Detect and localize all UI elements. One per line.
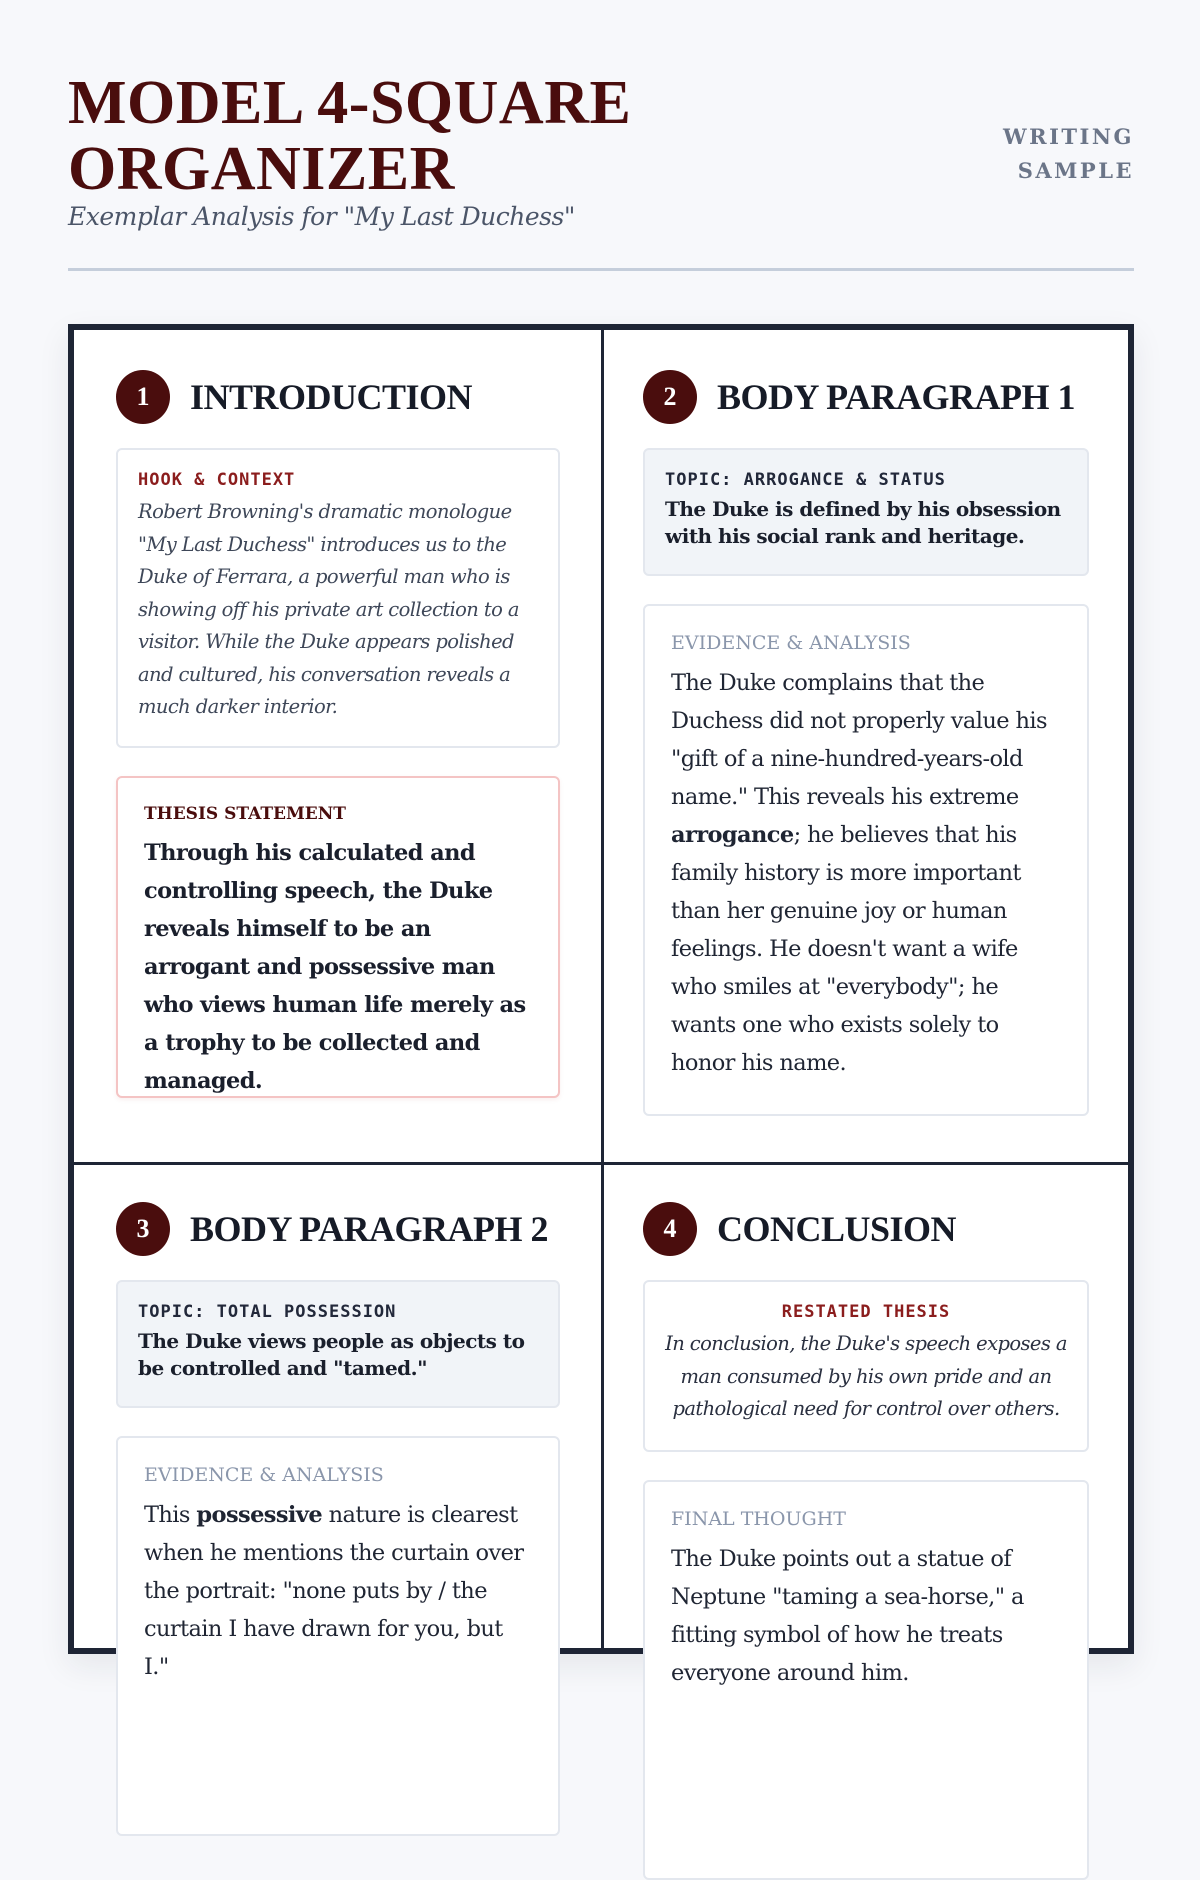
topic-text: The Duke views people as objects to be controlled and "tamed." — [138, 1329, 525, 1380]
title-line-2: ORGANIZER — [68, 135, 455, 203]
quadrant-heading — [116, 1202, 560, 1256]
thesis-card — [116, 776, 560, 1098]
quadrant-title: BODY PARAGRAPH 2 — [190, 1209, 548, 1249]
topic-label: TOPIC: TOTAL POSSESSION — [138, 1302, 397, 1322]
quadrant-heading — [116, 370, 560, 424]
evidence-text — [671, 664, 1061, 1082]
quadrant-title: BODY PARAGRAPH 1 — [717, 377, 1075, 417]
step-number-badge: 3 — [116, 1202, 170, 1256]
restated-thesis-label: RESTATED THESIS — [781, 1302, 951, 1322]
quadrant-heading — [643, 370, 1089, 424]
thesis-label: THESIS STATEMENT — [144, 804, 346, 824]
evidence-card — [643, 604, 1089, 1116]
evidence-text — [144, 1496, 532, 1686]
final-thought-text: The Duke points out a statue of Neptune "taming a sea-horse," a fitting symbol of how he treats everyone around him. — [671, 1546, 1024, 1686]
page-header — [68, 70, 1134, 270]
page-title — [68, 70, 688, 202]
evidence-text-before: This — [144, 1502, 197, 1528]
tag-line-1: WRITING — [1003, 124, 1134, 149]
step-number-badge: 1 — [116, 370, 170, 424]
final-thought-label: FINAL THOUGHT — [671, 1508, 846, 1530]
quadrant-title: INTRODUCTION — [190, 377, 473, 417]
evidence-label: EVIDENCE & ANALYSIS — [144, 1464, 384, 1486]
title-line-1: MODEL 4-SQUARE — [68, 69, 632, 137]
final-thought-card — [643, 1480, 1089, 1880]
quadrant-body-paragraph-1 — [643, 370, 1089, 1116]
step-number-badge: 2 — [643, 370, 697, 424]
restated-thesis-card — [643, 1280, 1089, 1452]
topic-label: TOPIC: ARROGANCE & STATUS — [665, 470, 946, 490]
restated-thesis-text: In conclusion, the Duke's speech exposes a man consumed by his own pride and an pathological need for control over others. — [665, 1332, 1067, 1420]
topic-text: The Duke is defined by his obsession with his social rank and heritage. — [665, 497, 1061, 548]
evidence-text-before: The Duke complains that the Duchess did not properly value his "gift of a nine-hundred-years-old name." This reveals his extreme — [671, 670, 1047, 810]
step-number-badge: 4 — [643, 1202, 697, 1256]
header-divider — [68, 268, 1134, 271]
tag-line-2: SAMPLE — [1017, 158, 1134, 183]
topic-card — [643, 448, 1089, 576]
evidence-text-after: nature is clearest when he mentions the curtain over the portrait: "none puts by / the curtain I have drawn for you, but I." — [144, 1502, 524, 1680]
topic-card — [116, 1280, 560, 1408]
four-square-grid — [68, 324, 1134, 1686]
evidence-keyword: possessive — [196, 1502, 323, 1528]
hook-label: HOOK & CONTEXT — [138, 470, 296, 490]
thesis-text: Through his calculated and controlling speech, the Duke reveals himself to be an arrogant and possessive man who views human life merely as a trophy to be collected and managed. — [144, 840, 526, 1094]
hook-text: Robert Browning's dramatic monologue "My Last Duchess" introduces us to the Duke of Ferrara, a powerful man who is showing off his private art collection to a visitor. While the Duke appears polished and cultured, his conversation reveals a much darker interior. — [138, 500, 519, 718]
evidence-label: EVIDENCE & ANALYSIS — [671, 632, 911, 654]
writing-sample-tag — [1003, 120, 1134, 188]
quadrant-introduction — [116, 370, 560, 1098]
vertical-divider — [601, 330, 604, 1648]
evidence-text-after: ; he believes that his family history is more important than her genuine joy or human feelings. He doesn't want a wife who smiles at "everybody"; he wants one who exists solely to honor his name. — [671, 822, 1021, 1076]
quadrant-title: CONCLUSION — [717, 1209, 957, 1249]
quadrant-conclusion — [643, 1202, 1089, 1880]
horizontal-divider — [74, 1162, 1128, 1165]
quadrant-body-paragraph-2 — [116, 1202, 560, 1836]
quadrant-heading — [643, 1202, 1089, 1256]
page-subtitle: Exemplar Analysis for "My Last Duchess" — [68, 202, 575, 231]
hook-card — [116, 448, 560, 748]
evidence-card — [116, 1436, 560, 1836]
evidence-keyword: arrogance — [671, 822, 794, 848]
